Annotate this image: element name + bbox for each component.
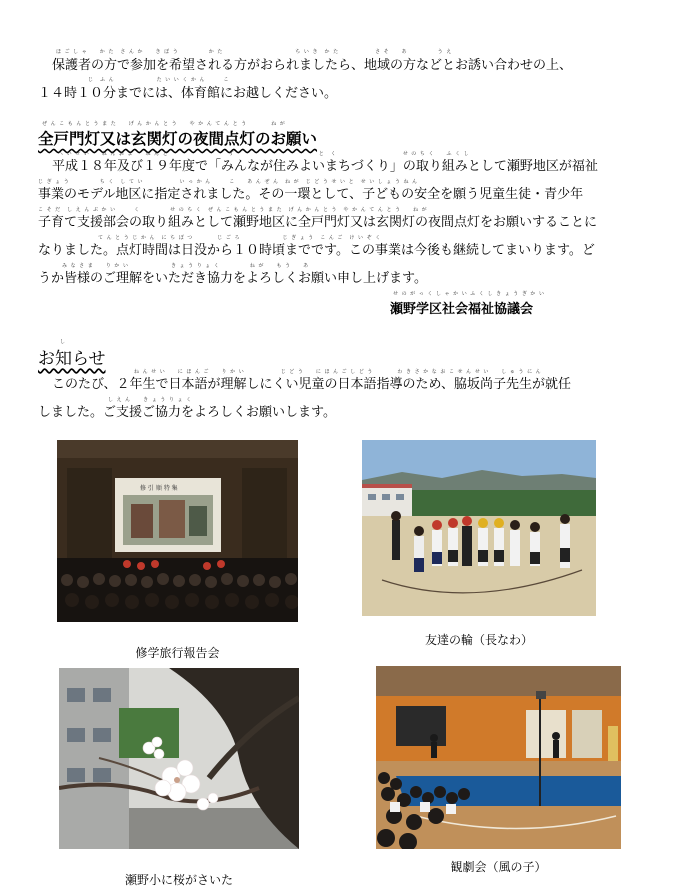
furigana-row: し え ん き ょ う り ょ く [108, 397, 193, 403]
furigana-row: し [60, 339, 67, 345]
intro-line-2: １４時１０分までには、体育館にお越しください。 [38, 86, 338, 101]
intro-line-1: 保護者の方で参加を希望される方がおられましたら、地域の方などとお誘い合わせの上、 [52, 58, 573, 73]
notice-paragraph [38, 368, 648, 424]
furigana-row: じ ふ ん た い い く か ん こ [88, 77, 230, 83]
photo-cherry-blossom [59, 668, 299, 849]
furigana-row: ぜ ん こ も ん と う ま た げ ん か ん と う や か ん て ん と う ね が [42, 121, 286, 127]
furigana-row: じ ぎ ょ う ち く し て い い っ か ん こ あ ん ぜ ん ね が じ ど う せ い と せ い し ょ う ね ん [38, 179, 419, 185]
heading-text: 全戸門灯又は玄関灯の夜間点灯のお願い [38, 130, 318, 148]
caption-cherry-blossom: 瀬野小に桜がさいた [124, 873, 233, 887]
furigana-row: せ の が っ く し ゃ か い ふ く し き ょ う ぎ か い [393, 291, 546, 297]
photo-jump-rope [362, 440, 596, 616]
notice-line-1: このたび、２年生で日本語が理解しにくい児童の日本語指導のため、脇坂尚子先生が就任 [52, 377, 571, 392]
screen-title: 修 引 順 特 集 [140, 485, 178, 492]
signature: 瀬野学区社会福祉協議会 [390, 302, 534, 317]
section-heading-notice [38, 344, 106, 369]
lighting-line-2: 事業のモデル地区に指定されました。その一環として、子どもの安全を願う児童生徒・青少年 [38, 187, 584, 202]
lighting-line-4: なりました。点灯時間は日没から１０時頃までです。この事業は今後も継続してまいります。ど [38, 243, 595, 258]
lighting-line-3: 子育て支援部会の取り組みとして瀬野地区に全戸門灯又は玄関灯の夜間点灯をお願いすることに [38, 215, 598, 230]
intro-paragraph [38, 48, 648, 104]
lighting-paragraph [38, 150, 653, 320]
photo-theater [376, 666, 621, 849]
furigana-row: み な さ ま り か い き ょ う り ょ く ね が も う あ [62, 263, 310, 269]
caption-jump-rope: 友達の輪（長なわ） [424, 633, 533, 647]
furigana-row: ね ん せ い に ほ ん ご り か い じ ど う に ほ ん ご し ど う わ き さ か な お こ せ ん せ い し ゅ う に ん [134, 369, 542, 375]
notice-line-2: しました。ご支援ご協力をよろしくお願いします。 [38, 405, 336, 420]
furigana-row: て ん と う じ か ん に ち ぼ つ じ ご ろ じ ぎ ょ う こ ん ご け い ぞ く [98, 235, 382, 241]
gym-theater-image [376, 666, 621, 849]
furigana-row: へ い せ い ね ん お よ ね ん ど す と く せ の ち く ふ く し [58, 151, 470, 157]
cherry-blossom-image [59, 668, 299, 849]
furigana-row: こ そ だ し え ん ぶ か い く せ の ち く ぜ ん こ も ん と う ま た げ ん か ん と う や か ん て ん と う ね が [38, 207, 428, 213]
photo-school-trip-report [57, 440, 298, 622]
lighting-line-5: うか皆様のご理解をいただき協力をよろしくお願い申し上げます。 [38, 271, 427, 286]
lighting-line-1: 平成１８年及び１９年度で「みんなが住みよいまちづくり」の取り組みとして瀬野地区が福祉 [52, 159, 598, 174]
section-heading-lighting [38, 127, 317, 149]
furigana-row: ほ ご し ゃ か た さ ん か き ぼ う か た ち い き か た さ そ あ う え [56, 49, 453, 55]
caption-school-trip-report: 修学旅行報告会 [135, 646, 220, 660]
stage-scene-image [57, 440, 298, 622]
caption-theater: 観劇会（風の子） [450, 860, 547, 874]
playground-scene-image [362, 440, 596, 616]
heading-text: お知らせ [38, 349, 106, 369]
